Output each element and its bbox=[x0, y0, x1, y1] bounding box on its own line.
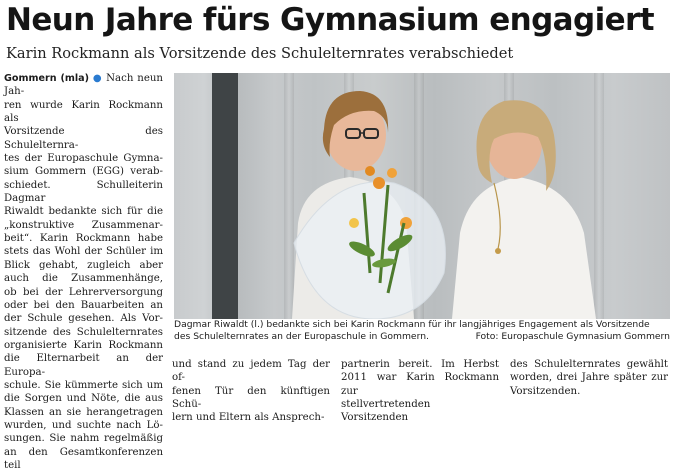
text-line: Blick gehabt, zugleich aber bbox=[4, 259, 163, 271]
text-line: fenen Tür den künftigen Schü- bbox=[172, 385, 330, 411]
article-headline: Neun Jahre fürs Gymnasium engagiert bbox=[6, 2, 654, 38]
text-line: die Sorgen und Nöte, die aus bbox=[4, 393, 163, 405]
text-line: oder bei den Bauarbeiten an bbox=[4, 299, 163, 311]
text-line: lern und Eltern als Ansprech- bbox=[172, 412, 325, 424]
text-line: Vorsitzende des Schulelternra- bbox=[4, 126, 163, 151]
text-line: worden, drei Jahre später zur bbox=[510, 372, 668, 384]
text-line: schule. Sie kümmerte sich um bbox=[4, 379, 163, 391]
article-photo bbox=[174, 73, 670, 319]
text-line: auch die Zusammenhänge, bbox=[4, 273, 163, 285]
article-column-b bbox=[172, 358, 330, 425]
text-line: tes der Europaschule Gymna- bbox=[4, 153, 163, 165]
text-line: und stand zu jedem Tag der of- bbox=[172, 359, 330, 384]
article-subheadline: Karin Rockmann als Vorsitzende des Schulelternrates verabschiedet bbox=[6, 45, 514, 62]
text-line: partnerin bereit. Im Herbst bbox=[341, 359, 499, 370]
text-line: wurden, und suchte nach Lö- bbox=[4, 419, 163, 431]
caption-line: Dagmar Riwaldt (l.) bedankte sich bei Karin Rockmann für ihr langjähriges Engagement als Vorsitzende bbox=[174, 319, 650, 330]
text-line: der Schule gesehen. Als Vor- bbox=[4, 313, 163, 325]
photo-credit: Foto: Europaschule Gymnasium Gommern bbox=[475, 331, 670, 342]
text-line: Vorsitzenden. bbox=[510, 385, 581, 397]
text-line: 2011 war Karin Rockmann zur bbox=[341, 372, 499, 397]
text-line: ob bei der Lehrerversorgung bbox=[4, 286, 163, 298]
text-line: Riwaldt bedankte sich für die bbox=[4, 206, 163, 218]
text-line: beit“. Karin Rockmann habe bbox=[4, 233, 163, 245]
text-line: stets das Wohl der Schüler im bbox=[4, 246, 163, 258]
text-line: stellvertretenden Vorsitzenden bbox=[341, 399, 431, 424]
article-dateline: Gommern (mla) bbox=[4, 73, 90, 84]
text-line: an den Gesamtkonferenzen teil bbox=[4, 446, 163, 471]
text-line: „konstruktive Zusammenar- bbox=[4, 219, 163, 231]
text-line: Nach neun Jah- bbox=[4, 73, 163, 98]
text-line: schiedet. Schulleiterin Dagmar bbox=[4, 179, 163, 205]
dateline-dot-icon: ● bbox=[89, 73, 103, 84]
article-column-left bbox=[4, 72, 163, 472]
text-line: sungen. Sie nahm regelmäßig bbox=[4, 433, 163, 445]
text-line: sitzende des Schulelternrates bbox=[4, 326, 163, 338]
text-line: die Elternarbeit an der Europa- bbox=[4, 353, 163, 378]
text-line: sium Gommern (EGG) verab- bbox=[4, 166, 163, 178]
caption-line: des Schulelternrates an der Europaschule in Gommern. bbox=[174, 331, 429, 343]
article-column-c bbox=[341, 358, 499, 425]
photo-people-illustration bbox=[174, 73, 670, 319]
article-column-d bbox=[510, 358, 668, 398]
text-line: ren wurde Karin Rockmann als bbox=[4, 99, 163, 125]
person-right-figure bbox=[452, 100, 596, 319]
text-line: organisierte Karin Rockmann bbox=[4, 339, 163, 351]
text-line: des Schulelternrates gewählt bbox=[510, 359, 668, 370]
text-line: Klassen an sie herangetragen bbox=[4, 406, 163, 418]
